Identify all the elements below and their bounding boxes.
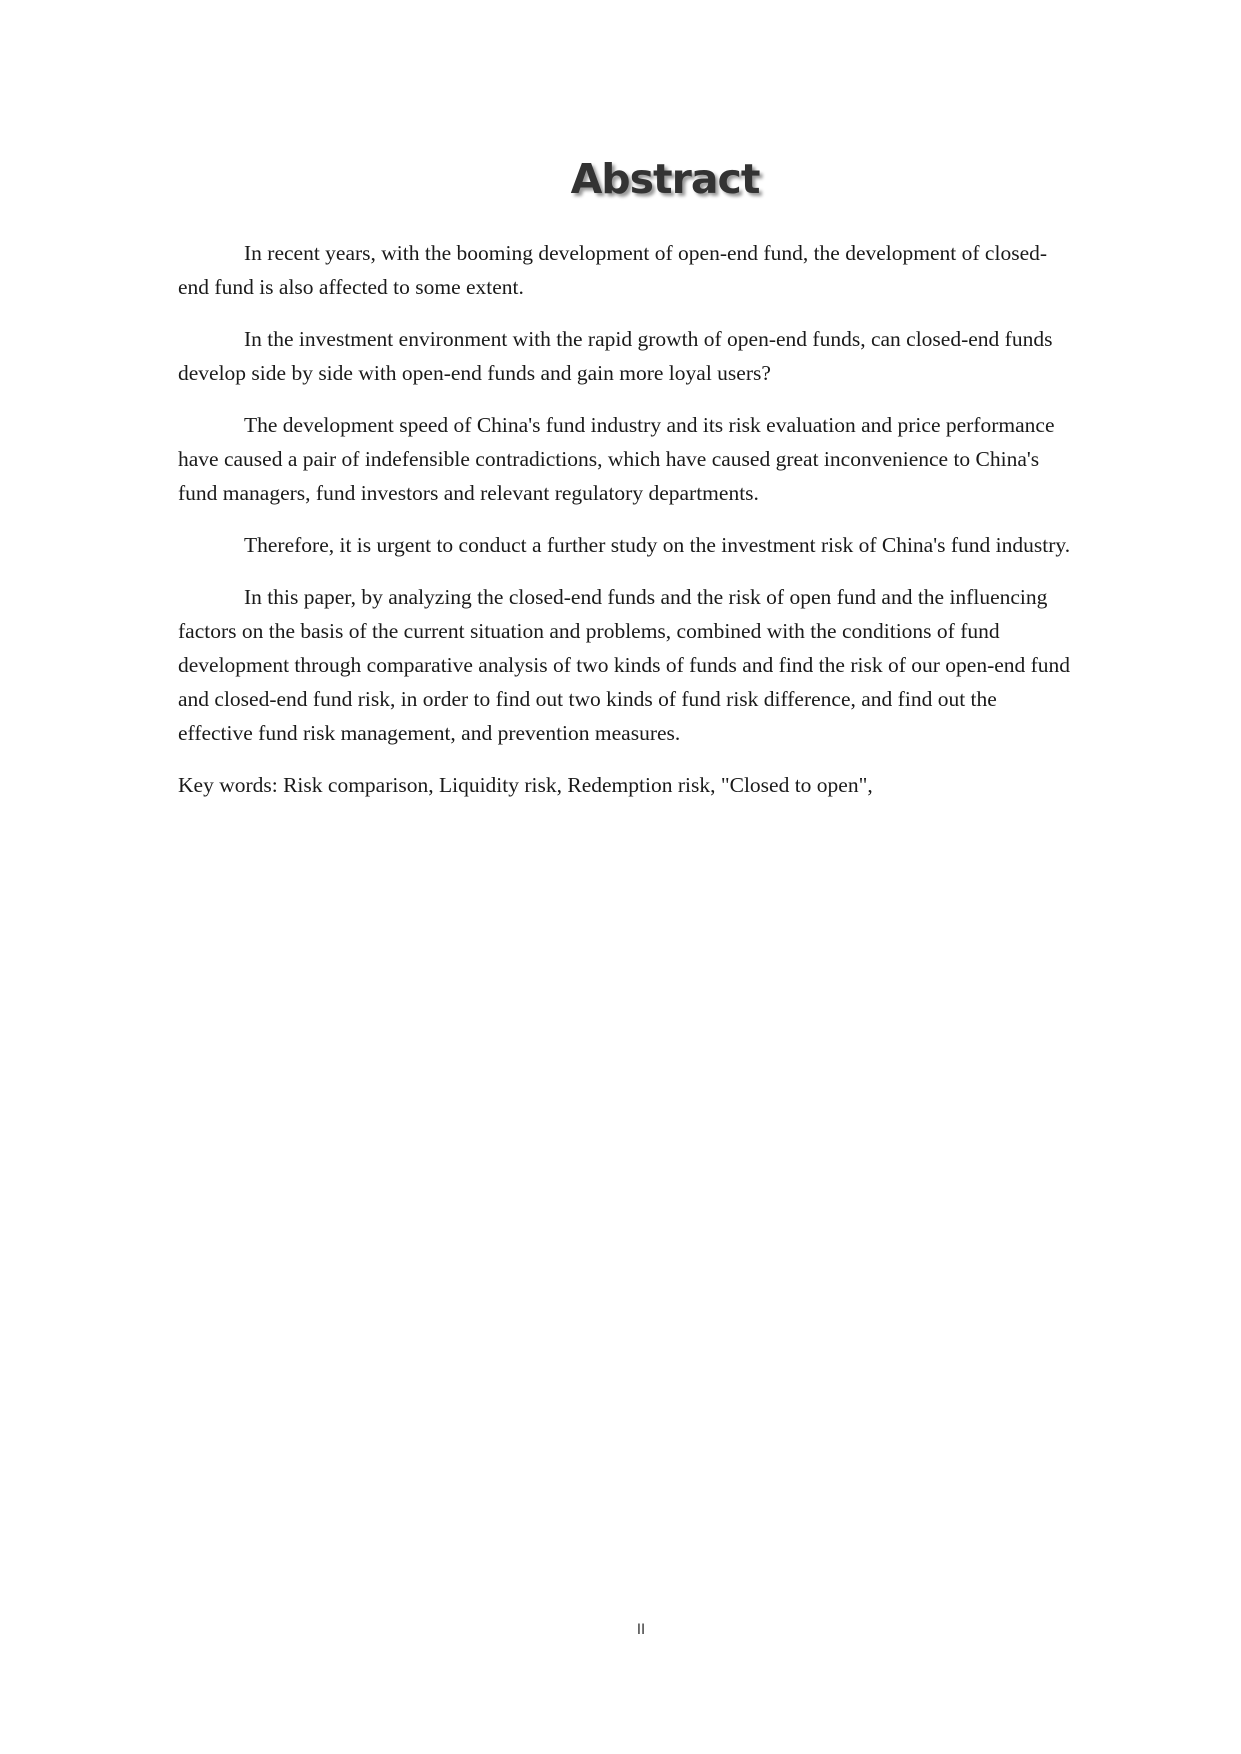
abstract-paragraph-5: In this paper, by analyzing the closed-end funds and the risk of open fund and the influencing factors on the basis of the current situation and problems, combined with the conditions of fund development through comparative analysis of two kinds of funds and find the risk of our open-end fund and closed-end fund risk, in order to find out two kinds of fund risk difference, and find out the effective fund risk management, and prevention measures. — [178, 585, 1071, 745]
abstract-paragraph-1: In recent years, with the booming development of open-end fund, the development of closed-end fund is also affected to some extent. — [178, 241, 1048, 299]
abstract-paragraph-4: Therefore, it is urgent to conduct a further study on the investment risk of China's fund industry. — [244, 533, 1071, 557]
abstract-paragraph-3: The development speed of China's fund industry and its risk evaluation and price performance have caused a pair of indefensible contradictions, which have caused great inconvenience to China's fund managers, fund investors and relevant regulatory departments. — [178, 413, 1055, 505]
keywords-line: Key words: Risk comparison, Liquidity risk, Redemption risk, "Closed to open", — [178, 773, 873, 797]
abstract-title: Abstract — [570, 155, 760, 203]
abstract-body — [178, 236, 1073, 802]
page-number: II — [636, 1622, 646, 1638]
abstract-paragraph-2: In the investment environment with the rapid growth of open-end funds, can closed-end funds develop side by side with open-end funds and gain more loyal users? — [178, 327, 1053, 385]
